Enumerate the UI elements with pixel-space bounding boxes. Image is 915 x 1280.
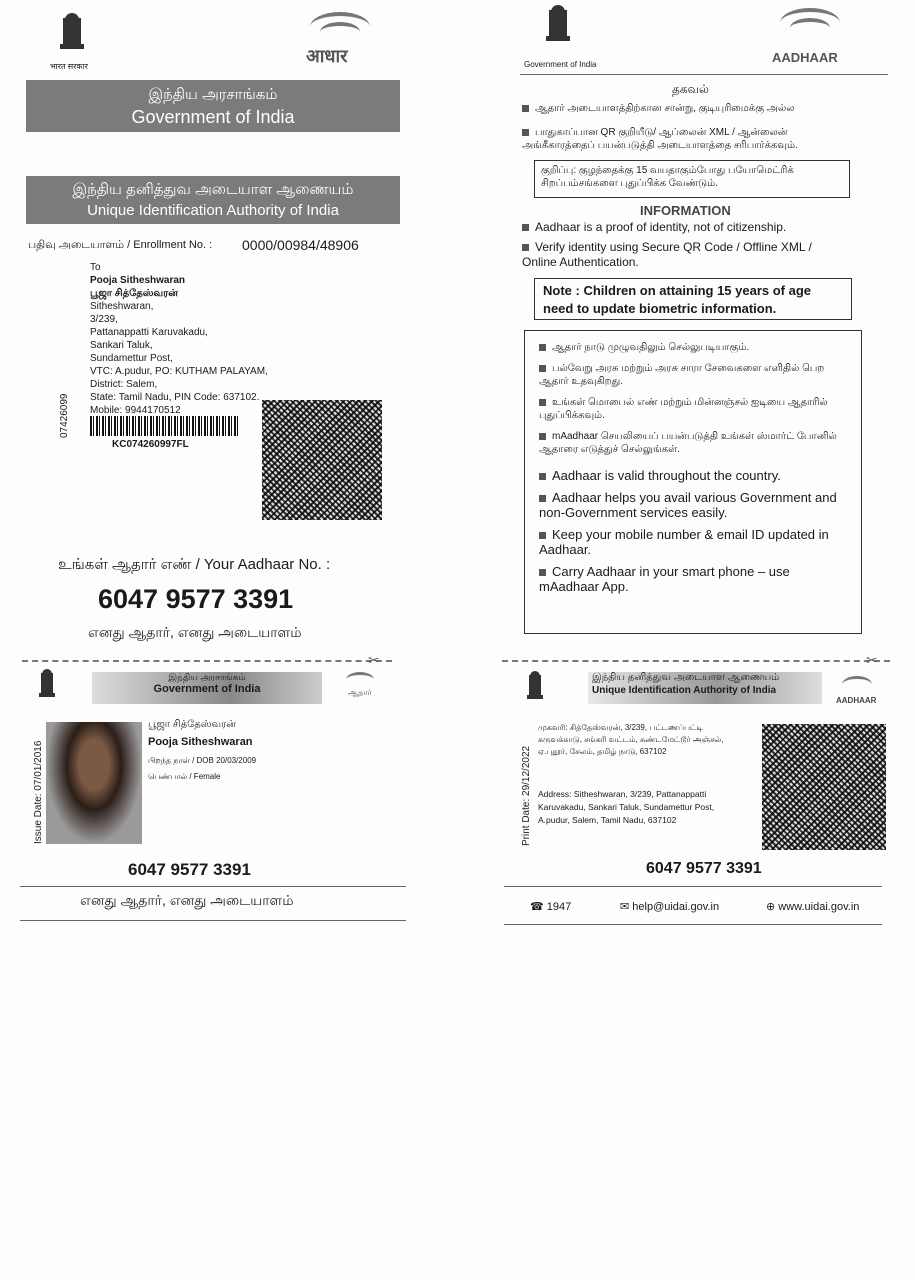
bullet-icon	[539, 495, 546, 502]
info-title: INFORMATION	[640, 203, 731, 218]
aadhaar-arc-icon	[842, 676, 872, 693]
uid-tamil: இந்திய தனித்துவ அடையாள ஆணையம்	[592, 672, 780, 683]
info-tamil-title: தகவல்	[672, 82, 709, 96]
enrollment-label: பதிவு அடையாளம் / Enrollment No. :	[28, 239, 213, 251]
bullet-icon	[522, 244, 529, 251]
barcode	[90, 416, 240, 436]
feature-text: Carry Aadhaar in your smart phone – use mAadhaar App.	[539, 564, 790, 594]
note-tamil-text: குறிப்பு: குழந்தைக்கு 15 வயதாகும்போது பயோமெட்ரிக் சிறப்பம்சங்களை புதுப்பிக்க வேண்டும்.	[541, 165, 794, 189]
info-text: Verify identity using Secure QR Code / Offline XML / Online Authentication.	[522, 240, 812, 269]
feature-text: Aadhaar helps you avail various Government and non-Government services easily.	[539, 490, 837, 520]
tagline: எனது ஆதார், எனது அடையாளம்	[80, 892, 294, 908]
contact-email	[620, 900, 719, 913]
aadhaar-logo	[342, 668, 382, 704]
feature-tamil-text: mAadhaar செயலியைப் பயன்படுத்தி உங்கள் ஸ்மார்ட் போனில் ஆதாரை எடுத்துச் செல்லுங்கள்.	[539, 431, 837, 455]
email-address: help@uidai.gov.in	[632, 901, 720, 913]
aadhaar-logo	[292, 8, 402, 68]
address-english: Address: Sitheshwaran, 3/239, Pattanappatti Karuvakadu, Sankari Taluk, Sundamettur Post, A.pudur, Salem, Tamil Nadu, 637102	[538, 789, 715, 825]
logo-text: ஆதார்	[348, 688, 372, 697]
aadhaar-number: 6047 9577 3391	[98, 584, 294, 614]
aadhaar-number: 6047 9577 3391	[646, 860, 762, 877]
bullet-icon	[522, 224, 529, 231]
bullet-icon	[539, 473, 546, 480]
gender: பெண்பால் / Female	[148, 772, 221, 781]
gov-banner	[92, 672, 322, 704]
name-tamil: பூஜா சித்தேஸ்வரன்	[148, 719, 236, 730]
address-line: Mobile: 9944170512	[90, 405, 181, 416]
address-line: 3/239,	[90, 314, 118, 325]
bullet-icon	[539, 365, 546, 372]
aadhaar-arc-inner-icon	[790, 18, 830, 38]
contact-phone	[530, 900, 571, 913]
address-line: Sitheshwaran,	[90, 301, 154, 312]
info-tamil-item	[522, 102, 862, 115]
print-date: Print Date: 29/12/2022	[521, 745, 532, 846]
feature-tamil-text: பல்வேறு அரசு மற்றும் அரசு சாரா சேவைகளை எளிதில் பெற ஆதார் உதவுகிறது.	[539, 363, 825, 387]
globe-icon: ⊕	[766, 901, 776, 913]
enrollment-number: 0000/00984/48906	[242, 237, 359, 253]
your-aadhaar-label: உங்கள் ஆதார் எண் / Your Aadhaar No. :	[58, 556, 331, 573]
scissors-icon: ✂	[368, 652, 380, 668]
header-rule	[520, 74, 888, 75]
info-tamil-text: பாதுகாப்பான QR குறியீடு/ ஆப்லைன் XML / ஆன்லைன் அங்கீகாரத்தைப் பயன்படுத்தி அடையாளத்தை சரிபார்க்கவும்.	[522, 127, 798, 151]
uid-banner	[26, 176, 400, 224]
bullet-icon	[539, 532, 546, 539]
address-line: Pooja Sitheshwaran	[90, 275, 186, 286]
feature-item	[539, 490, 849, 520]
dob: பிறந்த நாள் / DOB 20/03/2009	[148, 756, 257, 765]
address-line: District: Salem,	[90, 379, 158, 390]
note-tamil-box	[534, 160, 850, 198]
feature-item	[539, 527, 849, 557]
note-box	[534, 278, 852, 320]
aadhaar-number: 6047 9577 3391	[128, 860, 251, 879]
feature-text: Keep your mobile number & email ID updated in Aadhaar.	[539, 527, 829, 557]
gov-english: Government of India	[153, 683, 261, 695]
card-bottom-rule	[504, 924, 882, 925]
feature-tamil-item	[539, 341, 849, 354]
aadhaar-logo	[836, 672, 884, 708]
scissors-icon: ✂	[866, 652, 878, 668]
aadhaar-arc-inner-icon	[320, 22, 360, 42]
address-line: பூஜா சித்தேஸ்வரன்	[90, 288, 178, 299]
aadhaar-arc-icon	[346, 672, 374, 687]
aadhaar-logo-text: आधार	[306, 46, 348, 66]
bullet-icon	[539, 399, 546, 406]
uid-english: Unique Identification Authority of India	[592, 685, 777, 696]
bullet-icon	[539, 433, 546, 440]
ashoka-emblem-icon	[524, 670, 546, 709]
feature-tamil-text: உங்கள் மொபைல் எண் மற்றும் மின்னஞ்சல் ஐடியை ஆதாரில் புதுப்பிக்கவும்.	[539, 397, 828, 421]
info-item	[522, 240, 832, 270]
ashoka-emblem-icon	[541, 4, 575, 48]
gov-tamil: இந்திய அரசாங்கம்	[148, 86, 278, 103]
feature-tamil-item	[539, 430, 849, 456]
aadhaar-logo-text: AADHAAR	[772, 50, 838, 65]
ashoka-emblem-icon	[36, 668, 58, 707]
card-rule	[20, 886, 406, 887]
address-line: Sundamettur Post,	[90, 353, 173, 364]
gov-tamil: இந்திய அரசாங்கம்	[168, 672, 246, 682]
note-text: Children on attaining 15 years of age need to update biometric information.	[543, 283, 812, 316]
bullet-icon	[522, 129, 529, 136]
issue-date: Issue Date: 07/01/2016	[33, 740, 44, 844]
feature-item	[539, 564, 849, 594]
card-bottom-rule	[20, 920, 406, 921]
address-line: Pattanappatti Karuvakadu,	[90, 327, 208, 338]
logo-text: AADHAAR	[836, 696, 877, 705]
tagline: எனது ஆதார், எனது அடையாளம்	[88, 624, 302, 640]
holder-photo	[46, 722, 142, 844]
emblem-caption: Government of India	[524, 60, 597, 69]
info-tamil-item	[522, 126, 862, 152]
bullet-icon	[539, 569, 546, 576]
feature-item	[539, 468, 849, 483]
gov-banner	[26, 80, 400, 132]
card-rule	[504, 886, 882, 887]
address-line: Sankari Taluk,	[90, 340, 153, 351]
cut-line-left	[22, 660, 392, 662]
feature-text: Aadhaar is valid throughout the country.	[552, 468, 781, 483]
uid-english: Unique Identification Authority of India	[87, 202, 339, 219]
features-box	[524, 330, 862, 634]
ashoka-emblem-icon	[55, 12, 89, 56]
cut-line-right	[502, 660, 890, 662]
feature-tamil-item	[539, 362, 849, 388]
website-url: www.uidai.gov.in	[778, 901, 860, 913]
feature-tamil-text: ஆதார் நாடு முழுவதிலும் செல்லுபடியாகும்.	[552, 342, 750, 353]
bullet-icon	[539, 344, 546, 351]
info-text: Aadhaar is a proof of identity, not of citizenship.	[535, 220, 787, 234]
address-tamil: முகவரி: சித்தேஸ்வரன், 3/239, பட்டணப்பட்டி கருவக்காடு, சங்கரி வட்டம், சுண்டமேட்டூர் அஞ்சல், ஏ.புதூர், சேலம், தமிழ் நாடு, 637102	[538, 723, 724, 756]
info-tamil-text: ஆதார் அடையாளத்திற்கான சான்று, குடியுரிமைக்கு அல்ல	[535, 103, 795, 114]
address-line: To	[90, 262, 101, 273]
contact-website	[766, 900, 859, 913]
aadhaar-logo	[768, 4, 858, 68]
bullet-icon	[522, 105, 529, 112]
note-label: Note :	[543, 283, 580, 298]
info-item	[522, 220, 862, 235]
side-number: 07426099	[59, 393, 70, 438]
address-line: VTC: A.pudur, PO: KUTHAM PALAYAM,	[90, 366, 268, 377]
name-english: Pooja Sitheshwaran	[148, 736, 253, 748]
gov-english: Government of India	[131, 107, 295, 127]
barcode-text: KC074260997FL	[112, 439, 189, 450]
feature-tamil-item	[539, 396, 849, 422]
email-icon: ✉	[620, 901, 630, 913]
phone-number: 1947	[546, 901, 572, 913]
qr-code	[262, 400, 382, 520]
uid-tamil: இந்திய தனித்துவ அடையாள ஆணையம்	[72, 181, 354, 198]
address-block	[90, 261, 330, 417]
uid-banner	[588, 672, 822, 704]
address-line: State: Tamil Nadu, PIN Code: 637102.	[90, 392, 260, 403]
phone-icon: ☎	[530, 901, 544, 913]
emblem-caption: भारत सरकार	[50, 62, 88, 71]
qr-code	[762, 724, 886, 850]
